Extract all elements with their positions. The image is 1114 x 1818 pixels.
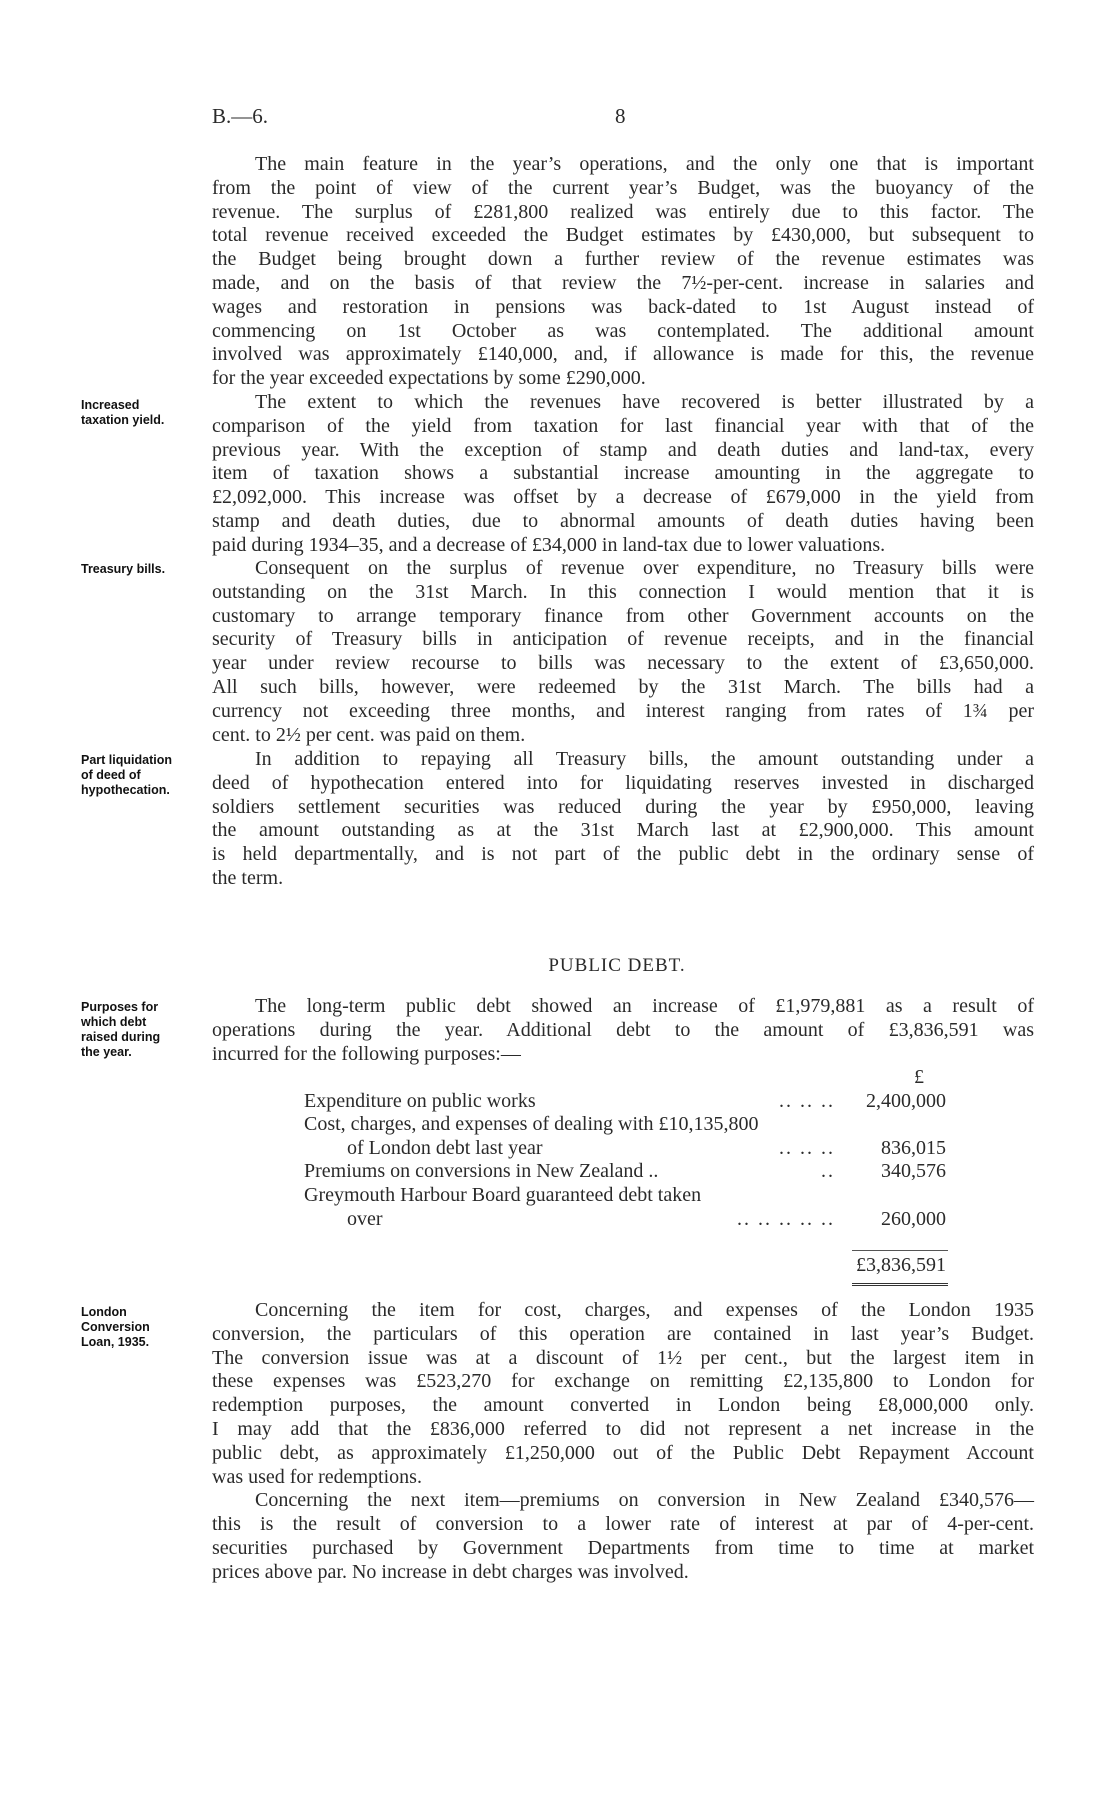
text-line: Consequent on the surplus of revenue over expenditure, no Treasury bills were — [255, 557, 1034, 579]
text-line: cent. to 2½ per cent. was paid on them. — [212, 723, 526, 746]
document-reference: B.—6. — [212, 104, 269, 128]
text-line: the term. — [212, 866, 284, 889]
row-description: Greymouth Harbour Board guaranteed debt taken — [304, 1183, 702, 1206]
row-description: Cost, charges, and expenses of dealing with £10,135,800 — [304, 1113, 759, 1136]
sidenote-line: London — [81, 1305, 127, 1319]
table-row — [304, 1090, 946, 1114]
sidenote-line: Increased — [81, 398, 140, 412]
sidenote-line: Treasury bills. — [81, 562, 166, 576]
row-description: of London debt last year — [347, 1136, 543, 1159]
total-rule-top — [852, 1250, 948, 1251]
text-line: The long-term public debt showed an increase of £1,979,881 as a result of — [255, 995, 1034, 1017]
row-amount: 260,000 — [881, 1207, 946, 1230]
text-line: paid during 1934–35, and a decrease of £34,000 in land-tax due to lower valuations. — [212, 533, 886, 556]
text-line: £2,092,000. This increase was offset by a decrease of £679,000 in the yield from — [212, 486, 1034, 509]
text-line: year under review recourse to bills was necessary to the extent of £3,650,000. — [212, 652, 1034, 675]
table-row — [304, 1113, 946, 1137]
page-number: 8 — [615, 104, 626, 128]
sidenote-line: Conversion — [81, 1320, 150, 1334]
text-line: customary to arrange temporary finance from other Government accounts on the — [212, 604, 1034, 627]
text-line: The extent to which the revenues have recovered is better illustrated by a — [255, 391, 1034, 413]
sidenote-line: of deed of — [81, 768, 141, 782]
leader-dots: .. .. .. — [779, 1089, 835, 1112]
leader-dots: .. .. .. — [779, 1136, 835, 1159]
text-line: prices above par. No increase in debt charges was involved. — [212, 1560, 689, 1583]
total-amount: £3,836,591 — [856, 1254, 946, 1276]
sidenote-purposes — [81, 1000, 160, 1060]
paragraph-main-feature — [212, 153, 1034, 391]
total-row — [304, 1254, 946, 1278]
text-line: revenue. The surplus of £281,800 realized was entirely due to this factor. The — [212, 200, 1034, 223]
text-line: commencing on 1st October as was contemplated. The additional amount — [212, 319, 1034, 342]
paragraph-london-conversion — [212, 1299, 1034, 1489]
text-line: comparison of the yield from taxation for last financial year with that of the — [212, 414, 1034, 437]
text-line: currency not exceeding three months, and interest ranging from rates of 1¾ per — [212, 699, 1034, 722]
text-line: incurred for the following purposes:— — [212, 1042, 521, 1065]
text-line: these expenses was £523,270 for exchange on remitting £2,135,800 to London for — [212, 1370, 1034, 1393]
text-line: item of taxation shows a substantial increase amounting in the aggregate to — [212, 462, 1034, 485]
sidenote-part-liquidation — [81, 753, 172, 798]
text-line: was used for redemptions. — [212, 1465, 422, 1488]
sidenote-line: which debt — [81, 1015, 147, 1029]
text-line: redemption purposes, the amount converted in London being £8,000,000 only. — [212, 1394, 1034, 1417]
text-line: outstanding on the 31st March. In this connection I would mention that it is — [212, 580, 1034, 603]
row-amount: 836,015 — [881, 1136, 946, 1159]
sidenote-treasury-bills — [81, 562, 165, 577]
text-line: Concerning the next item—premiums on conversion in New Zealand £340,576— — [255, 1489, 1034, 1512]
text-line: In addition to repaying all Treasury bills, the amount outstanding under a — [255, 748, 1034, 770]
text-line: previous year. With the exception of stamp and death duties and land-tax, every — [212, 438, 1034, 461]
text-line: securities purchased by Government Departments from time to time at market — [212, 1536, 1034, 1559]
paragraph-treasury-bills — [212, 557, 1034, 747]
table-row — [304, 1137, 946, 1161]
currency-header: £ — [914, 1066, 924, 1088]
sidenote-line: Part liquidation — [81, 753, 172, 767]
sidenote-line: the year. — [81, 1045, 132, 1059]
debt-purposes-table — [304, 1066, 946, 1231]
row-description: over — [347, 1207, 383, 1230]
text-line: total revenue received exceeded the Budget estimates by £430,000, but subsequent to — [212, 224, 1034, 247]
text-line: security of Treasury bills in anticipation of revenue receipts, and in the financial — [212, 628, 1034, 651]
text-line: made, and on the basis of that review the 7½-per-cent. increase in salaries and — [212, 271, 1034, 294]
row-description: Premiums on conversions in New Zealand .. — [304, 1160, 659, 1183]
total-rule-bottom — [852, 1283, 948, 1286]
text-line: deed of hypothecation entered into for liquidating reserves invested in discharged — [212, 771, 1034, 794]
sidenote-line: taxation yield. — [81, 413, 165, 427]
row-description: Expenditure on public works — [304, 1089, 536, 1112]
text-line: stamp and death duties, due to abnormal amounts of death duties having been — [212, 509, 1034, 532]
table-row — [304, 1160, 946, 1184]
section-heading-public-debt: PUBLIC DEBT. — [548, 955, 686, 976]
text-line: The main feature in the year’s operations, and the only one that is important — [255, 153, 1034, 175]
table-row — [304, 1184, 946, 1208]
text-line: is held departmentally, and is not part of the public debt in the ordinary sense of — [212, 843, 1034, 866]
sidenote-line: Purposes for — [81, 1000, 159, 1014]
sidenote-line: raised during — [81, 1030, 161, 1044]
text-line: this is the result of conversion to a lower rate of interest at par of 4-per-cent. — [212, 1513, 1034, 1536]
text-line: The conversion issue was at a discount of 1½ per cent., but the largest item in — [212, 1346, 1034, 1369]
paragraph-public-debt-intro — [212, 995, 1034, 1066]
paragraph-taxation-yield — [212, 391, 1034, 558]
table-row — [304, 1208, 946, 1232]
text-line: I may add that the £836,000 referred to did not represent a net increase in the — [212, 1417, 1034, 1440]
text-line: conversion, the particulars of this operation are contained in last year’s Budget. — [212, 1322, 1034, 1345]
paragraph-hypothecation — [212, 748, 1034, 891]
text-line: soldiers settlement securities was reduced during the year by £950,000, leaving — [212, 795, 1034, 818]
sidenote-increased-taxation — [81, 398, 164, 428]
text-line: the Budget being brought down a further review of the revenue estimates was — [212, 248, 1034, 271]
paragraph-next-item — [212, 1489, 1034, 1584]
leader-dots: .. — [821, 1160, 835, 1183]
sidenote-london-conversion — [81, 1305, 150, 1350]
text-line: from the point of view of the current year’s Budget, was the buoyancy of the — [212, 176, 1034, 199]
text-line: operations during the year. Additional debt to the amount of £3,836,591 was — [212, 1018, 1034, 1041]
row-amount: 2,400,000 — [866, 1089, 946, 1112]
leader-dots: .. .. .. .. .. — [737, 1207, 835, 1230]
row-amount: 340,576 — [881, 1160, 946, 1183]
sidenote-line: Loan, 1935. — [81, 1335, 150, 1349]
text-line: Concerning the item for cost, charges, and expenses of the London 1935 — [255, 1299, 1034, 1321]
text-line: for the year exceeded expectations by some £290,000. — [212, 367, 646, 390]
text-line: All such bills, however, were redeemed by the 31st March. The bills had a — [212, 675, 1034, 698]
text-line: involved was approximately £140,000, and, if allowance is made for this, the revenue — [212, 343, 1034, 366]
text-line: wages and restoration in pensions was back-dated to 1st August instead of — [212, 295, 1034, 318]
sidenote-line: hypothecation. — [81, 783, 170, 797]
text-line: the amount outstanding as at the 31st March last at £2,900,000. This amount — [212, 819, 1034, 842]
text-line: public debt, as approximately £1,250,000 out of the Public Debt Repayment Account — [212, 1441, 1034, 1464]
